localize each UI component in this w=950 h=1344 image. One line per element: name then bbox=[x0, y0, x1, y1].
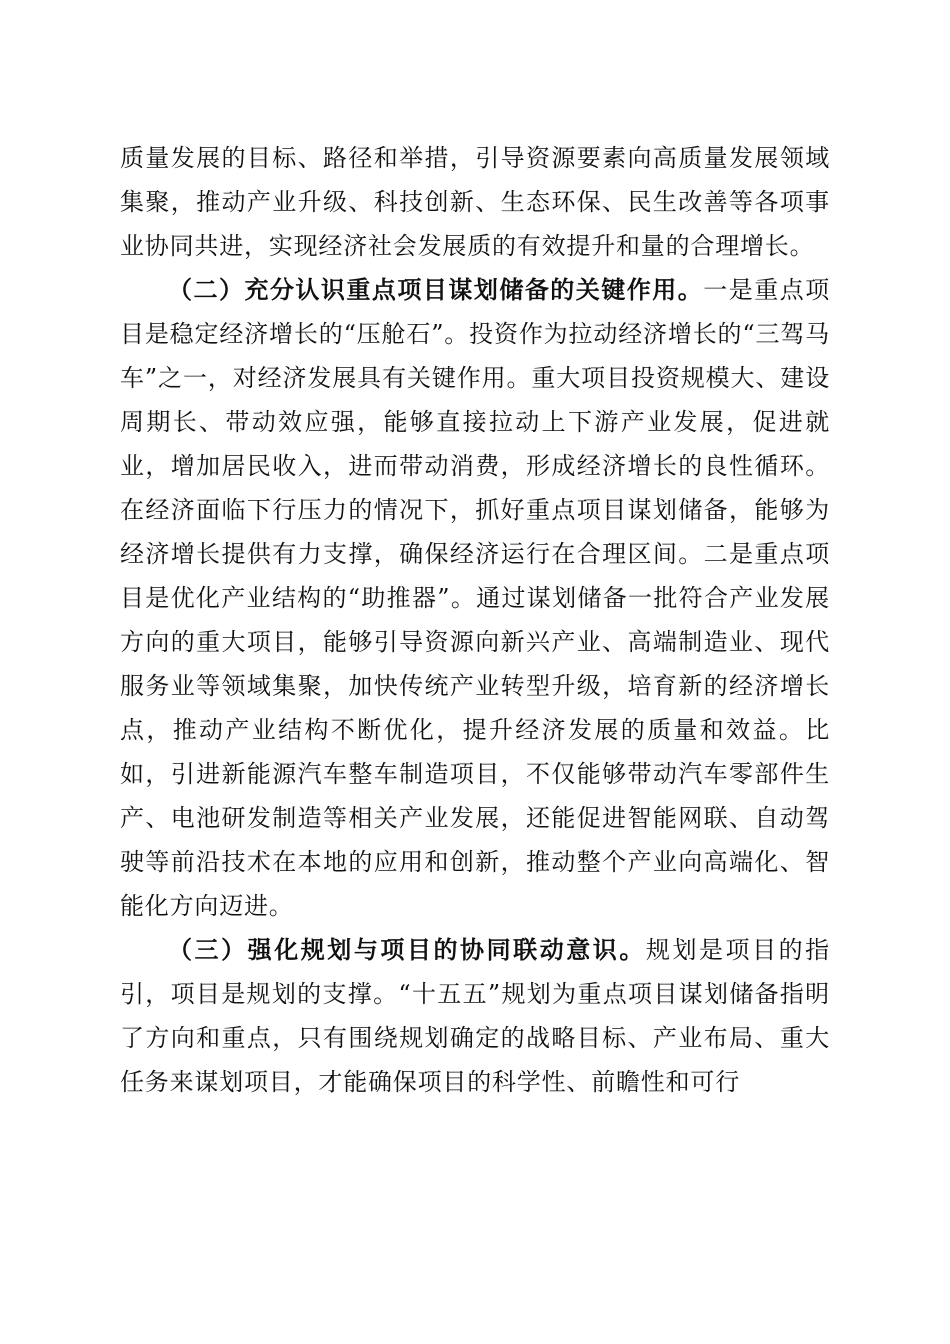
paragraph-section-3 bbox=[120, 928, 830, 1104]
section-heading: （二）充分认识重点项目谋划储备的关键作用。 bbox=[168, 276, 704, 304]
paragraph-body: 规划是项目的指引，项目是规划的支撑。“十五五”规划为重点项目谋划储备指明了方向和重点，只有围绕规划确定的战略目标、产业布局、重大任务来谋划项目，才能确保项目的科学性、前瞻性和可行 bbox=[120, 936, 830, 1096]
paragraph-continuation bbox=[120, 136, 830, 268]
section-heading: （三）强化规划与项目的协同联动意识。 bbox=[168, 936, 646, 964]
document-body bbox=[120, 136, 830, 1104]
paragraph-body: 质量发展的目标、路径和举措，引导资源要素向高质量发展领域集聚，推动产业升级、科技创新、生态环保、民生改善等各项事业协同共进，实现经济社会发展质的有效提升和量的合理增长。 bbox=[120, 144, 830, 260]
paragraph-body: 一是重点项目是稳定经济增长的“压舱石”。投资作为拉动经济增长的“三驾马车”之一，对经济发展具有关键作用。重大项目投资规模大、建设周期长、带动效应强，能够直接拉动上下游产业发展，促进就业，增加居民收入，进而带动消费，形成经济增长的良性循环。在经济面临下行压力的情况下，抓好重点项目谋划储备，能够为经济增长提供有力支撑，确保经济运行在合理区间。二是重点项目是优化产业结构的“助推器”。通过谋划储备一批符合产业发展方向的重大项目，能够引导资源向新兴产业、高端制造业、现代服务业等领域集聚，加快传统产业转型升级，培育新的经济增长点，推动产业结构不断优化，提升经济发展的质量和效益。比如，引进新能源汽车整车制造项目，不仅能够带动汽车零部件生产、电池研发制造等相关产业发展，还能促进智能网联、自动驾驶等前沿技术在本地的应用和创新，推动整个产业向高端化、智能化方向迈进。 bbox=[120, 276, 830, 920]
paragraph-section-2 bbox=[120, 268, 830, 928]
